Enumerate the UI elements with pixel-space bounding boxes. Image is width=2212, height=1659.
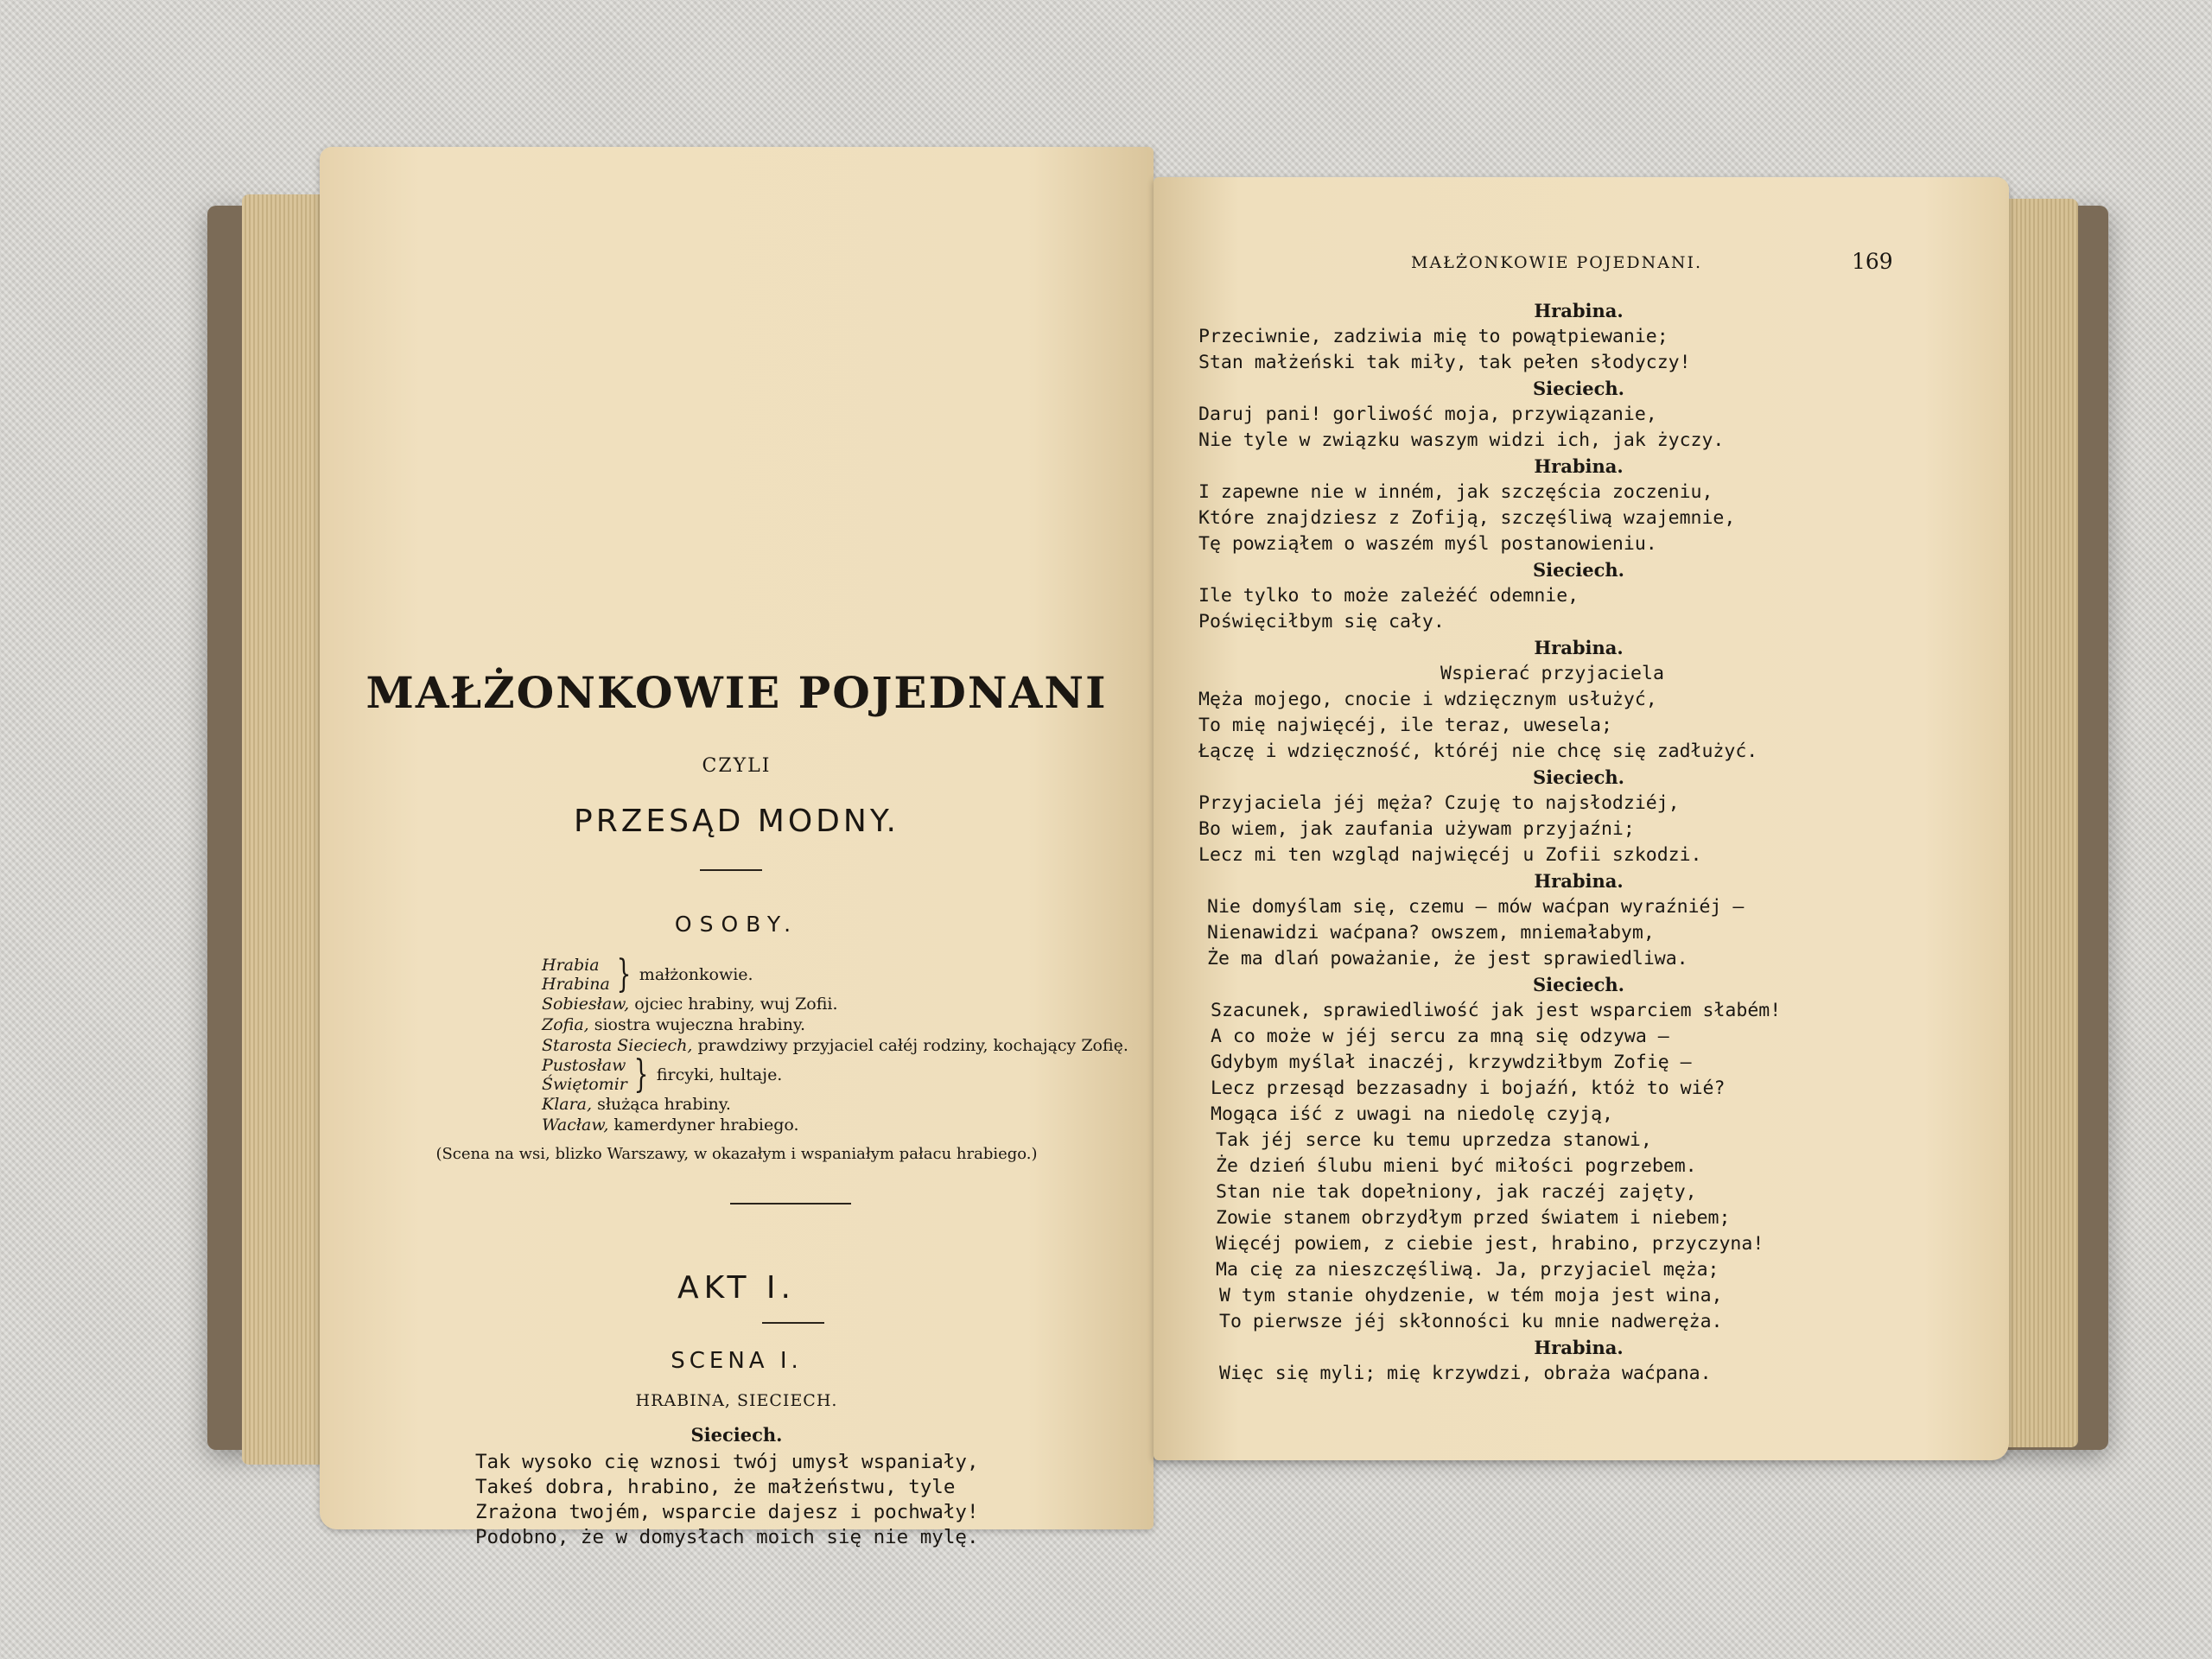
running-header: MAŁŻONKOWIE POJEDNANI. (1411, 253, 1703, 272)
cast-entry: Wacław, kamerdyner hrabiego. (542, 1116, 799, 1135)
characters-heading: OSOBY. (674, 912, 799, 937)
verse-line: Nienawidzi waćpana? owszem, mniemałabym, (1207, 922, 1655, 944)
cast-name: Hrabia (542, 956, 600, 975)
speaker-name: Sieciech. (690, 1424, 783, 1446)
verse-line: Szacunek, sprawiedliwość jak jest wsparciem słabém! (1211, 1000, 1782, 1021)
right-page (1154, 177, 2009, 1460)
cast-list (542, 952, 1129, 1135)
verse-line: Tak jéj serce ku temu uprzedza stanowi, (1216, 1129, 1652, 1151)
cast-pair-spouses (542, 952, 1129, 996)
cast-name: Świętomir (542, 1075, 627, 1094)
verse-line: Podobno, że w domysłach moich się nie mylę. (475, 1526, 979, 1548)
verse-line: Nie tyle w związku waszym widzi ich, jak życzy. (1198, 429, 1725, 451)
verse-line: Tę powziąłem o waszém myśl postanowieniu. (1198, 533, 1657, 555)
speaker-name: Sieciech. (1533, 559, 1624, 581)
page-number: 169 (1852, 249, 1893, 274)
cast-entry: Klara, służąca hrabiny. (542, 1095, 731, 1114)
verse-line: Łączę i wdzięczność, któréj nie chcę się zadłużyć. (1198, 741, 1758, 762)
verse-line: A co może w jéj sercu za mną się odzywa — (1211, 1026, 1669, 1047)
play-title: MAŁŻONKOWIE POJEDNANI (365, 667, 1108, 718)
verse-line: Ma cię za nieszczęśliwą. Ja, przyjaciel męża; (1216, 1259, 1719, 1281)
speaker-name: Sieciech. (1533, 974, 1624, 995)
verse-line: Nie domyślam się, czemu — mów waćpan wyraźniéj — (1207, 896, 1745, 918)
verse-line: Więcéj powiem, z ciebie jest, hrabino, przyczyna! (1216, 1233, 1764, 1255)
verse-line: Mogąca iść z uwagi na niedolę czyją, (1211, 1103, 1613, 1125)
verse-line: Zrażona twojém, wsparcie dajesz i pochwały! (475, 1501, 979, 1523)
cast-pair-dandies (542, 1052, 1129, 1096)
cast-entry: Zofia, siostra wujeczna hrabiny. (542, 1015, 806, 1034)
left-page (320, 147, 1154, 1548)
speaker-name: Sieciech. (1533, 766, 1624, 788)
verse-line: Gdybym myślał inaczéj, krzywdziłbym Zofię — (1211, 1052, 1692, 1073)
verse-line: Takeś dobra, hrabino, że małżeństwu, tyle (475, 1476, 956, 1498)
divider (700, 869, 762, 871)
verse-line: Że ma dlań poważanie, że jest sprawiedliwa. (1207, 948, 1688, 969)
speaker-name: Hrabina. (1534, 870, 1624, 892)
verse-line: W tym stanie ohydzenie, w tém moja jest wina, (1219, 1285, 1723, 1306)
speaker-name: Hrabina. (1534, 455, 1624, 477)
cast-entry: Starosta Sieciech, prawdziwy przyjaciel całéj rodziny, kochający Zofię. (542, 1036, 1128, 1055)
brace-icon: } (616, 952, 632, 996)
verse-line: Że dzień ślubu mieni być miłości pogrzebem. (1216, 1155, 1697, 1177)
verse-line: To pierwsze jéj skłonności ku mnie nadweręża. (1219, 1311, 1723, 1332)
act-heading: AKT I. (677, 1270, 796, 1306)
speaker-name: Hrabina. (1534, 1337, 1624, 1358)
verse-line: Lecz przesąd bezzasadny i bojaźń, któż to wié? (1211, 1077, 1726, 1099)
verse-line: Lecz mi ten wzgląd najwięcéj u Zofii szkodzi. (1198, 844, 1702, 866)
verse-line: Poświęciłbym się cały. (1198, 611, 1445, 632)
title-connector: CZYLI (702, 755, 772, 777)
cast-role: małżonkowie. (639, 965, 753, 984)
verse-line: Przyjaciela jéj męża? Czuję to najsłodziéj, (1198, 792, 1680, 814)
verse-line: Przeciwnie, zadziwia mię to powątpiewanie; (1198, 326, 1669, 347)
cast-entry: Sobiesław, ojciec hrabiny, wuj Zofii. (542, 995, 838, 1014)
play-subtitle: PRZESĄD MODNY. (574, 804, 899, 839)
verse-line: I zapewne nie w inném, jak szczęścia zoczeniu, (1198, 481, 1713, 503)
cast-role: fircyki, hultaje. (656, 1065, 783, 1084)
verse-line: Stan małżeński tak miły, tak pełen słodyczy! (1198, 352, 1691, 373)
verse-line: Bo wiem, jak zaufania używam przyjaźni; (1198, 818, 1635, 840)
verse-line: Wspierać przyjaciela (1440, 663, 1664, 684)
verse-line: Stan nie tak dopełniony, jak raczéj zajęty, (1216, 1181, 1697, 1203)
verse-line: Męża mojego, cnocie i wdzięcznym usłużyć, (1198, 689, 1657, 710)
brace-icon: } (633, 1052, 649, 1096)
verse-line: Zowie stanem obrzydłym przed światem i niebem; (1216, 1207, 1731, 1229)
verse-block (475, 1450, 978, 1550)
verse-line: To mię najwięcéj, ile teraz, uwesela; (1198, 715, 1612, 736)
verse-line: Ile tylko to może zależéć odemnie, (1198, 585, 1580, 607)
scene-heading: SCENA I. (671, 1348, 803, 1374)
dialogue-text (1198, 298, 1959, 1387)
speaker-name: Sieciech. (1533, 378, 1624, 399)
verse-line: Daruj pani! gorliwość moja, przywiązanie, (1198, 404, 1657, 425)
speaker-name: Hrabina. (1534, 637, 1624, 658)
cast-name: Pustosław (542, 1056, 626, 1075)
divider (730, 1203, 851, 1205)
scene-setting-note: (Scena na wsi, blizko Warszawy, w okazałym i wspaniałym pałacu hrabiego.) (435, 1145, 1038, 1163)
cast-name: Hrabina (542, 975, 610, 994)
scene-characters: HRABINA, SIECIECH. (635, 1391, 838, 1410)
speaker-name: Hrabina. (1534, 300, 1624, 321)
verse-line: Więc się myli; mię krzywdzi, obraża waćpana. (1219, 1363, 1712, 1384)
verse-line: Tak wysoko cię wznosi twój umysł wspaniały, (475, 1451, 979, 1473)
verse-line: Które znajdziesz z Zofiją, szczęśliwą wzajemnie, (1198, 507, 1736, 529)
divider (762, 1322, 824, 1324)
